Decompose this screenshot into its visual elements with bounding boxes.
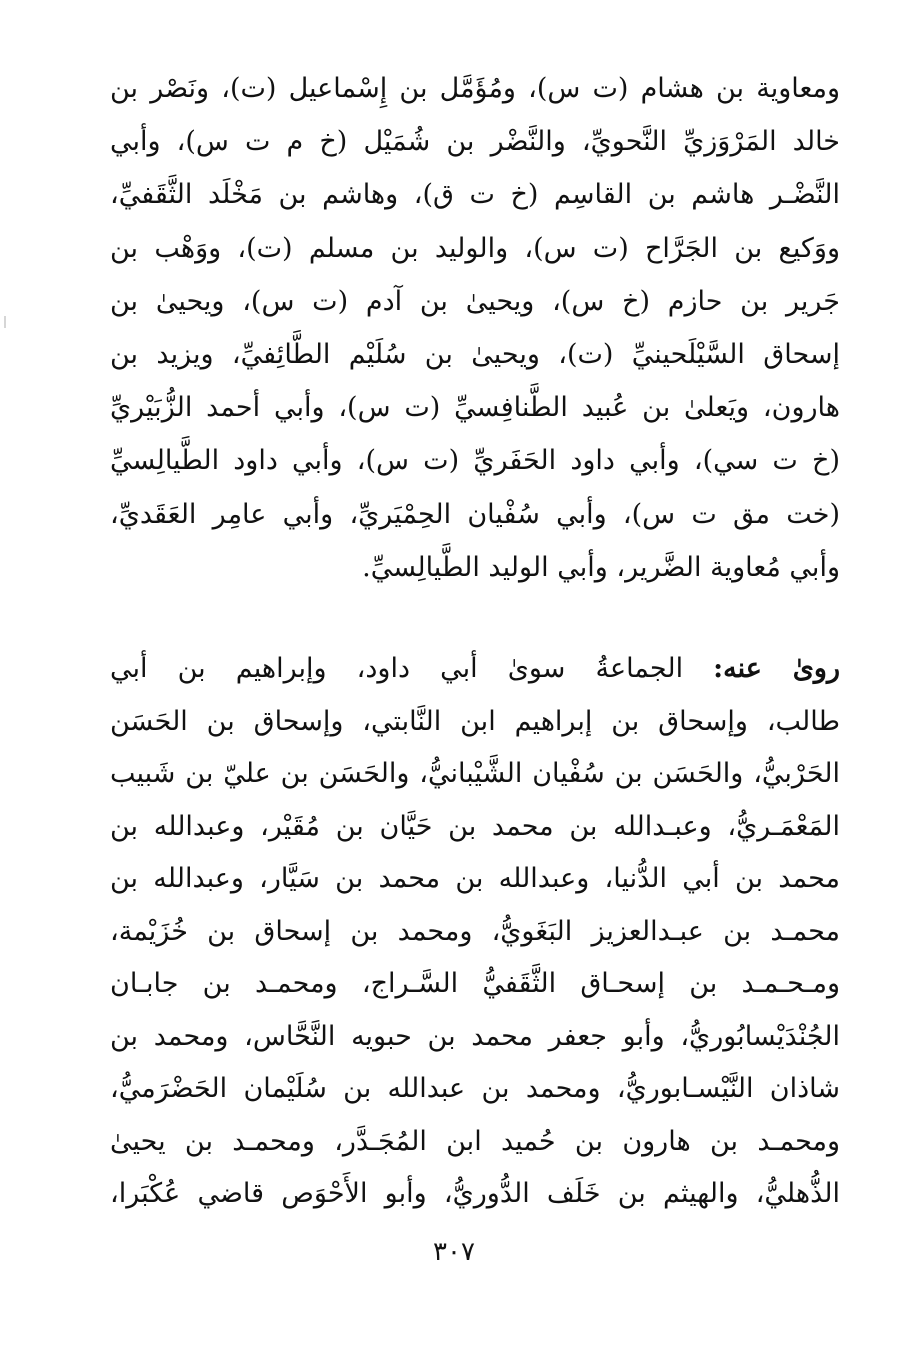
text-line: المَعْمَـريُّ، وعبـدالله بن محمد بن حَيَّان بن مُقَيْر، وعبدالله بن xyxy=(110,810,840,842)
text-line: ووَكيع بن الجَرَّاح (ت س)، والوليد بن مسلم (ت)، ووَهْب بن xyxy=(110,232,840,264)
teachers-paragraph xyxy=(110,62,840,594)
text-line: محمـد بن عبـدالعزيز البَغَويُّ، ومحمد بن إسحاق بن خُزَيْمة، xyxy=(110,915,840,947)
margin-mark xyxy=(4,316,6,328)
text-line: النَّضْـر هاشم بن القاسِم (خ ت ق)، وهاشم بن مَخْلَد الثَّقَفيِّ، xyxy=(110,179,840,211)
page-number: ٣٠٧ xyxy=(433,1237,475,1267)
text-line: طالب، وإسحاق بن إبراهيم ابن النَّابتي، وإسحاق بن الحَسَن xyxy=(110,705,840,737)
text-line: محمد بن أبي الدُّنيا، وعبدالله بن محمد بن سَيَّار، وعبدالله بن xyxy=(110,863,840,894)
text-line: هارون، ويَعلىٰ بن عُبيد الطَّنافِسيِّ (ت س)، وأبي أحمد الزُّبَيْريِّ xyxy=(110,392,840,424)
text-line: جَرير بن حازم (خ س)، ويحيىٰ بن آدم (ت س)، ويحيىٰ بن xyxy=(110,285,840,317)
text-line: الجُنْدَيْسابُوريُّ، وأبو جعفر محمد بن حبويه النَّحَّاس، ومحمد بن xyxy=(110,1020,840,1052)
text-line: ومـحـمـد بن إسحـاق الثَّقَفيُّ السَّـراج، ومحمـد بن جابـان xyxy=(110,968,840,999)
text-line: خالد المَرْوَزيِّ النَّحويِّ، والنَّضْر بن شُمَيْل (خ م ت س)، وأبي xyxy=(110,126,840,158)
section-label: روىٰ عنه: xyxy=(713,653,840,684)
text-line: وأبي مُعاوية الضَّرير، وأبي الوليد الطَّيالِسيِّ. xyxy=(362,551,840,583)
text-line-first xyxy=(110,643,840,696)
text-line: ومعاوية بن هشام (ت س)، ومُؤَمَّل بن إِسْماعيل (ت)، ونَصْر بن xyxy=(110,73,840,104)
text-line: إسحاق السَّيْلَحينيِّ (ت)، ويحيىٰ بن سُلَيْم الطَّائِفيِّ، ويزيد بن xyxy=(110,338,840,370)
text-line: الذُّهليُّ، والهيثم بن خَلَف الدُّوريُّ، وأبو الأَحْوَص قاضي عُكْبَرا، xyxy=(110,1178,840,1209)
text-line: (خ ت سي)، وأبي داود الحَفَريِّ (ت س)، وأبي داود الطَّيالِسيِّ xyxy=(110,445,840,477)
text-line: ومحمـد بن هارون بن حُميد ابن المُجَـدَّر، ومحمـد بن يحيىٰ xyxy=(110,1125,840,1157)
text-line: شاذان النَّيْسـابوريُّ، ومحمد بن عبدالله بن سُلَيْمان الحَضْرَميُّ، xyxy=(110,1073,840,1104)
text-line: الحَرْبيُّ، والحَسَن بن سُفْيان الشَّيْبانيُّ، والحَسَن بن عليّ بن شَبيب xyxy=(110,758,840,789)
text-line: (خت مق ت س)، وأبي سُفْيان الحِمْيَريِّ، وأبي عامِر العَقَديِّ، xyxy=(110,498,840,530)
text-line-rest: الجماعةُ سوىٰ أبي داود، وإبراهيم بن أبي xyxy=(110,653,714,684)
narrators-paragraph xyxy=(110,643,840,1221)
